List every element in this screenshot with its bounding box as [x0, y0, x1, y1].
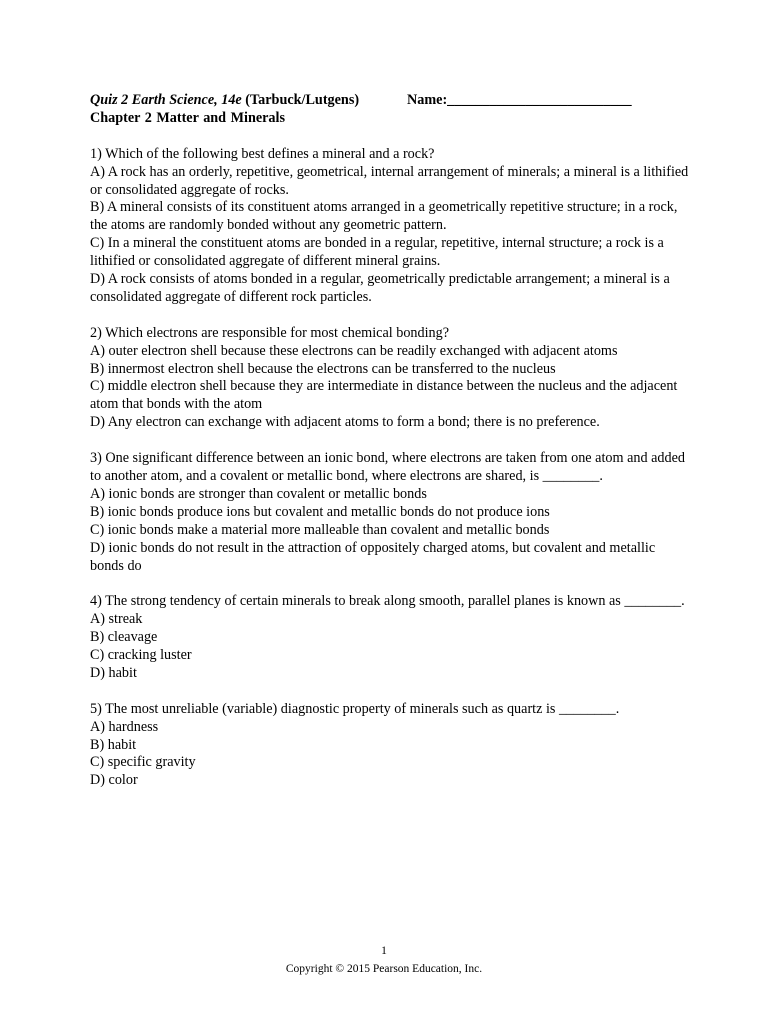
answer-option: C) middle electron shell because they are intermediate in distance between the nucleus and the adjacent atom that bonds with the atom — [90, 378, 678, 413]
question-1 — [90, 146, 690, 307]
quiz-authors: (Tarbuck/Lutgens) — [241, 92, 360, 108]
answer-option: D) Any electron can exchange with adjacent atoms to form a bond; there is no preference. — [90, 414, 600, 431]
answer-option: D) A rock consists of atoms bonded in a regular, geometrically predictable arrangement; a mineral is a consolidated aggregate of different rock particles. — [90, 271, 670, 305]
answer-option: B) ionic bonds produce ions but covalent and metallic bonds do not produce ions — [90, 503, 550, 520]
page-number: 1 — [381, 945, 387, 957]
name-field: Name:__________________________ — [407, 92, 632, 108]
question-stem: 2) Which electrons are responsible for most chemical bonding? — [90, 324, 450, 341]
question-stem: 1) Which of the following best defines a mineral and a rock? — [90, 145, 435, 162]
title-line — [90, 92, 690, 110]
answer-option: B) habit — [90, 736, 137, 753]
answer-option: B) innermost electron shell because the electrons can be transferred to the nucleus — [90, 360, 556, 377]
answer-option: A) hardness — [90, 718, 159, 735]
answer-option: A) streak — [90, 611, 143, 628]
answer-option: C) specific gravity — [90, 754, 196, 771]
answer-option: A) outer electron shell because these electrons can be readily exchanged with adjacent atoms — [90, 342, 618, 359]
answer-option: B) cleavage — [90, 629, 158, 646]
question-4 — [90, 593, 690, 683]
answer-option: D) habit — [90, 664, 137, 681]
answer-option: D) color — [90, 772, 138, 789]
answer-option: C) ionic bonds make a material more malleable than covalent and metallic bonds — [90, 521, 550, 538]
quiz-heading — [90, 92, 407, 110]
question-stem: 4) The strong tendency of certain minerals to break along smooth, parallel planes is known as ________. — [90, 593, 685, 610]
question-stem: 5) The most unreliable (variable) diagnostic property of minerals such as quartz is ________. — [90, 700, 620, 717]
answer-option: A) ionic bonds are stronger than covalent or metallic bonds — [90, 485, 427, 502]
question-stem: 3) One significant difference between an ionic bond, where electrons are taken from one atom and added to another atom, and a covalent or metallic bond, where electrons are shared, is ________. — [90, 450, 685, 484]
chapter-title: Chapter 2 Matter and Minerals — [90, 109, 285, 126]
quiz-title: Quiz 2 Earth Science, 14e — [90, 92, 242, 108]
quiz-page — [90, 92, 690, 790]
question-2 — [90, 325, 690, 432]
question-5 — [90, 701, 690, 791]
answer-option: C) cracking luster — [90, 647, 192, 664]
question-3 — [90, 450, 690, 575]
answer-option: B) A mineral consists of its constituent atoms arranged in a geometrically repetitive structure; in a rock, the atoms are randomly bonded without any geometric pattern. — [90, 199, 678, 234]
copyright-notice: Copyright © 2015 Pearson Education, Inc. — [285, 963, 483, 975]
answer-option: A) A rock has an orderly, repetitive, geometrical, internal arrangement of minerals; a mineral is a lithified or consolidated aggregate of rocks. — [90, 163, 689, 198]
answer-option: C) In a mineral the constituent atoms are bonded in a regular, repetitive, internal structure; a rock is a lithified or consolidated aggregate of different mineral grains. — [90, 235, 664, 270]
answer-option: D) ionic bonds do not result in the attraction of oppositely charged atoms, but covalent and metallic bonds do — [90, 539, 656, 574]
